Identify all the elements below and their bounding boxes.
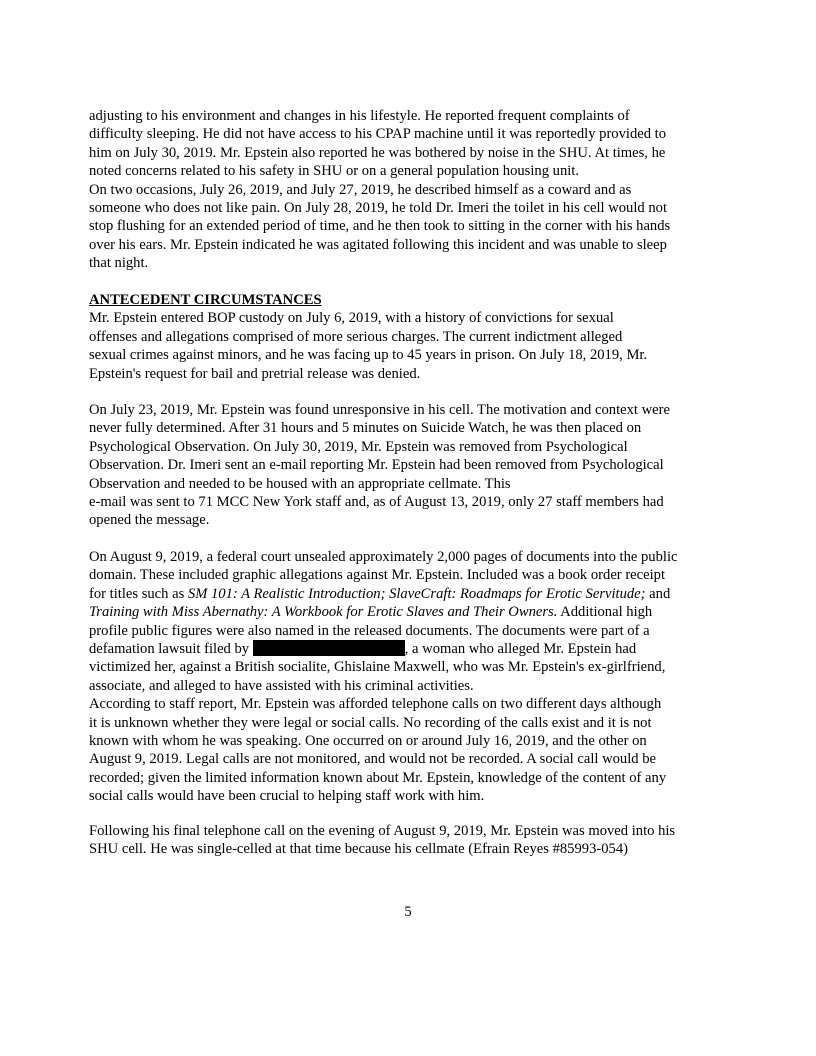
paragraph-unsealed-documents [89,548,729,806]
text-line: over his ears. Mr. Epstein indicated he was agitated following this incident and was unable to sleep [89,236,667,253]
section-heading: ANTECEDENT CIRCUMSTANCES [89,292,322,308]
text-line: On July 23, 2019, Mr. Epstein was found unresponsive in his cell. The motivation and context were [89,402,670,418]
text-line: victimized her, against a British socialite, Ghislaine Maxwell, who was Mr. Epstein's ex-girlfriend, [89,659,666,676]
paragraph-suicide-watch [89,401,729,530]
text-line: difficulty sleeping. He did not have access to his CPAP machine until it was reportedly provided to [89,126,667,143]
text-line: recorded; given the limited information known about Mr. Epstein, knowledge of the content of any [89,769,667,786]
text-line: SHU cell. He was single-celled at that time because his cellmate (Efrain Reyes #85993-054) [89,841,628,858]
text-line: known with whom he was speaking. One occurred on or around July 16, 2019, and the other on [89,733,647,750]
text-line: Following his final telephone call on the evening of August 9, 2019, Mr. Epstein was moved into his [89,823,676,839]
paragraph-final-call [89,822,729,859]
text-line: it is unknown whether they were legal or social calls. No recording of the calls exist and it is not [89,714,652,731]
text-line [89,585,729,603]
text-line: Epstein's request for bail and pretrial release was denied. [89,365,421,382]
text-line: On August 9, 2019, a federal court unsealed approximately 2,000 pages of documents into the public [89,549,678,565]
text-line: According to staff report, Mr. Epstein was afforded telephone calls on two different days although [89,696,662,713]
text-line: social calls would have been crucial to helping staff work with him. [89,788,485,805]
page-number: 5 [404,904,412,920]
text-line: domain. These included graphic allegations against Mr. Epstein. Included was a book order receipt [89,567,666,584]
text-line: Mr. Epstein entered BOP custody on July 6, 2019, with a history of convictions for sexual [89,310,614,327]
text-run: defamation lawsuit filed by [89,641,253,658]
text-line: sexual crimes against minors, and he was facing up to 45 years in prison. On July 18, 2019, Mr. [89,347,648,364]
text-line [89,603,729,621]
text-line: On two occasions, July 26, 2019, and July 27, 2019, he described himself as a coward and as [89,181,632,198]
text-run: , a woman who alleged Mr. Epstein had [404,641,637,658]
text-line: noted concerns related to his safety in SHU or on a general population housing unit. [89,163,579,180]
text-run: for titles such as [89,585,188,602]
text-line: Psychological Observation. On July 30, 2019, Mr. Epstein was removed from Psychological [89,438,628,455]
text-line: Observation and needed to be housed with an appropriate cellmate. This [89,475,511,492]
text-line: associate, and alleged to have assisted with his criminal activities. [89,677,474,694]
text-line: e-mail was sent to 71 MCC New York staff and, as of August 13, 2019, only 27 staff members had [89,494,664,511]
text-line: offenses and allegations comprised of more serious charges. The current indictment alleged [89,328,623,345]
text-line: adjusting to his environment and changes in his lifestyle. He reported frequent complaints of [89,108,630,124]
text-run: and [645,585,671,602]
text-line: August 9, 2019. Legal calls are not monitored, and would not be recorded. A social call would be [89,751,656,768]
text-run: Additional high [557,604,653,621]
text-line: someone who does not like pain. On July 28, 2019, he told Dr. Imeri the toilet in his cell would not [89,200,667,217]
book-title-italic: Training with Miss Abernathy: A Workbook for Erotic Slaves and Their Owners. [89,604,558,621]
text-line: that night. [89,255,149,272]
text-line: never fully determined. After 31 hours and 5 minutes on Suicide Watch, he was then placed on [89,420,642,437]
text-line: him on July 30, 2019. Mr. Epstein also reported he was bothered by noise in the SHU. At times, he [89,144,666,161]
text-line: profile public figures were also named in the released documents. The documents were part of a [89,622,650,639]
text-line: Observation. Dr. Imeri sent an e-mail reporting Mr. Epstein had been removed from Psychological [89,457,664,474]
redaction-bar [253,640,405,656]
text-line: stop flushing for an extended period of time, and he then took to sitting in the corner with his hands [89,218,671,235]
text-line [89,640,729,658]
section-antecedent [89,291,729,383]
text-line: opened the message. [89,512,210,529]
book-titles-italic: SM 101: A Realistic Introduction; SlaveCraft: Roadmaps for Erotic Servitude; [187,585,646,602]
paragraph-adjustment [89,107,729,273]
